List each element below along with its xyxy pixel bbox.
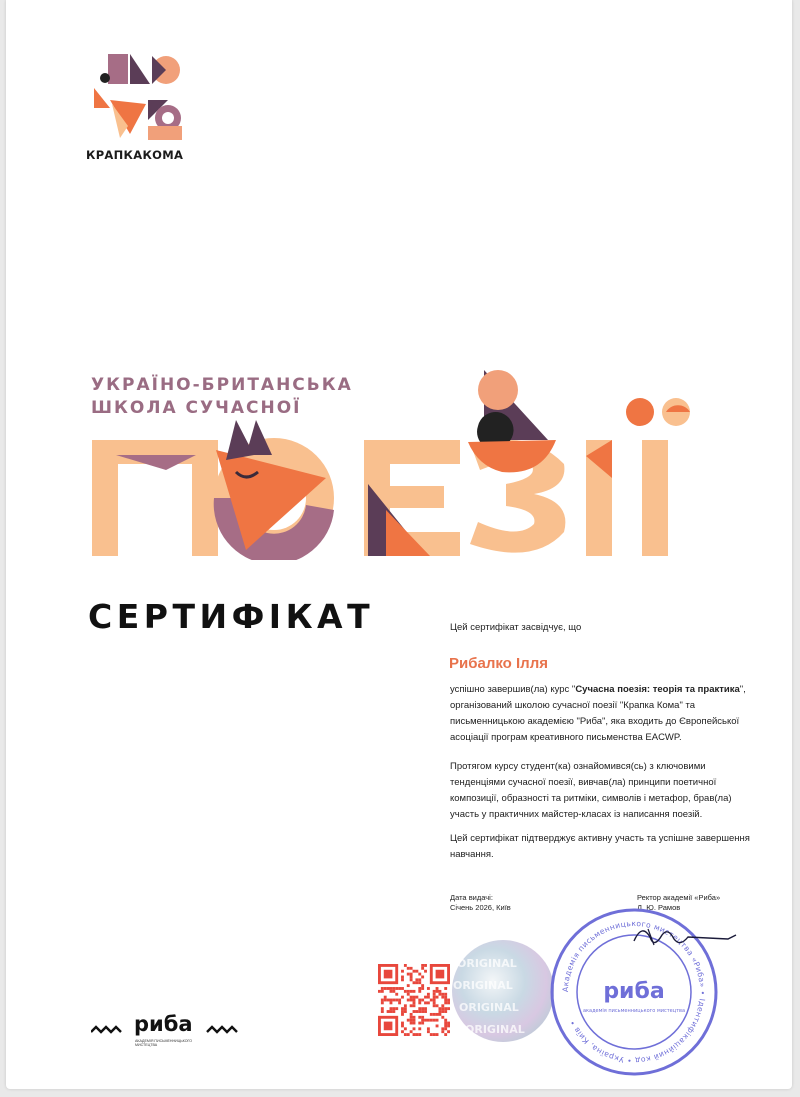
school-subtitle	[91, 374, 353, 420]
stamp-center-word: риба	[603, 979, 665, 1004]
riba-logo-sub: АКАДЕМІЯ ПИСЬМЕННИЦЬКОГО МИСТЕЦТВА	[135, 1039, 193, 1048]
certificate-intro: Цей сертифікат засвідчує, що	[450, 622, 582, 633]
course-name: Сучасна поезія: теорія та практика	[575, 684, 740, 695]
krapkakoma-logo-text: КРАПКАКОМА	[86, 148, 184, 162]
hologram-text-3: ORIGINAL	[459, 1001, 519, 1014]
recipient-name: Рибалко Ілля	[449, 655, 548, 672]
rector-label: Ректор академії «Риба»	[637, 893, 721, 902]
stamp-center-sub: академія письменницького мистецтва	[582, 1008, 686, 1014]
hologram-sticker	[451, 939, 555, 1043]
p1-end: ", організований школою сучасної поезії "Крапка Кома" та письменницькою академією "Риба", яка входить до Європейської асоціації програм креативного письменства EACWP.	[450, 684, 746, 743]
poezii-word	[6, 0, 7, 1]
certificate-sheet	[6, 0, 792, 1089]
subtitle-line-1: УКРАЇНО-БРИТАНСЬКА	[91, 375, 353, 395]
certificate-paragraph-3: Цей сертифікат підтверджує активну участь та успішне завершення навчання.	[450, 833, 750, 860]
riba-logo-word: риба	[134, 1012, 193, 1036]
stamp-ring-text: Академія письменницького мистецтва «Риба» • Ідентифікаційний код • Україна, Київ •	[560, 918, 708, 1066]
hologram-text-4: ORIGINAL	[465, 1023, 525, 1036]
certificate-paragraph-2: Протягом курсу студент(ка) ознайомився(сь) з ключовими тенденціями сучасної поезії, вивчав(ла) принципи поетичної композиції, образності та ритміки, символів і метафор, брав(ла) участь у практичних майстер-класах із написання поезій.	[450, 761, 732, 820]
rector-name: Д. Ю. Рамов	[637, 903, 681, 912]
certificate-title: СЕРТИФІКАТ	[88, 597, 375, 636]
issue-date-value: Січень 2026, Київ	[450, 903, 511, 912]
subtitle-line-2: ШКОЛА СУЧАСНОЇ	[91, 398, 302, 418]
issue-date-label: Дата видачі:	[450, 893, 493, 902]
hologram-text-1: ORIGINAL	[457, 957, 517, 970]
certificate-paragraph-1	[450, 682, 750, 746]
p1-start: успішно завершив(ла) курс "	[450, 684, 576, 695]
hologram-text-2: ORIGINAL	[453, 979, 513, 992]
qr-code-icon[interactable]	[378, 964, 450, 1036]
issue-date-block	[450, 893, 511, 913]
rector-signature	[628, 915, 738, 957]
